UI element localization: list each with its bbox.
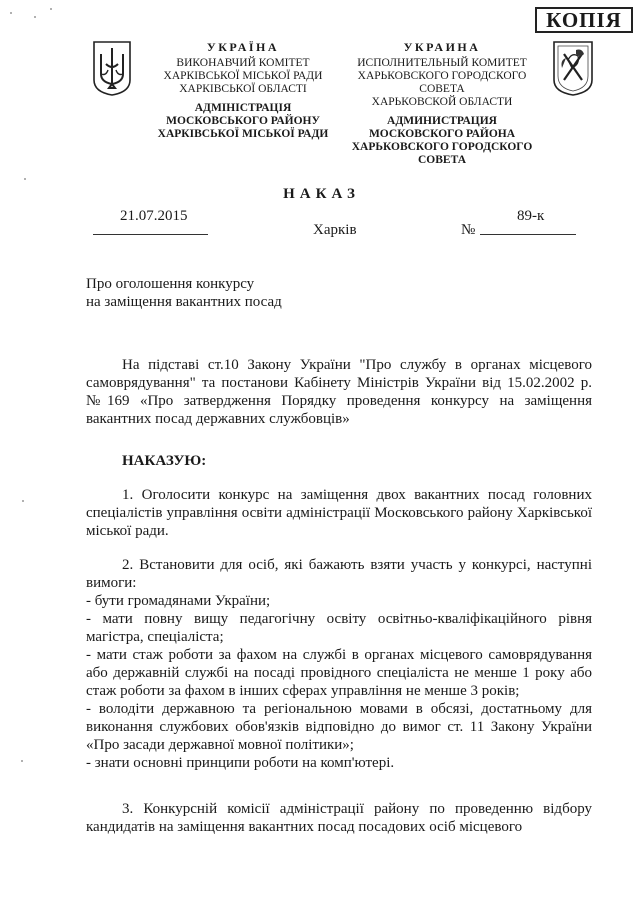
header-right-admin-line: МОСКОВСКОГО РАЙОНА: [368, 128, 516, 140]
list-item: - знати основні принципи роботи на комп'ютері.: [86, 755, 395, 771]
item-1: [86, 486, 592, 540]
header-left-admin-line: МОСКОВСЬКОГО РАЙОНУ: [166, 115, 320, 127]
order-word: НАКАЗУЮ:: [122, 453, 207, 469]
kharkiv-emblem-icon: [552, 40, 594, 96]
header-right-country: УКРАИНА: [403, 40, 481, 54]
header-right-admin-line: АДМИНИСТРАЦИЯ: [387, 115, 497, 127]
requirements-list: [86, 592, 592, 772]
header-right: [336, 41, 548, 167]
list-item: - володіти державною та регіональною мовами в обсязі, достатньому для виконання службових обов'язків відповідно до вимог ст. 11 Закону України «Про засади державної мовної політики»;: [86, 701, 592, 753]
number-sign: №: [461, 222, 476, 238]
document-number: 89-к: [517, 208, 545, 224]
header-left: [150, 41, 336, 141]
header-right-line: ХАРЬКОВСКОГО ГОРОДСКОГО СОВЕТА: [357, 70, 527, 95]
header-left-country: УКРАЇНА: [206, 40, 280, 54]
list-item: - бути громадянами України;: [86, 593, 271, 609]
document-title: НАКАЗ: [283, 186, 360, 202]
document-city: Харків: [313, 222, 357, 238]
subject-line: Про оголошення конкурсу: [86, 276, 255, 292]
header-right-admin-line: ХАРЬКОВСКОГО ГОРОДСКОГО СОВЕТА: [351, 141, 533, 166]
document-subject: [86, 275, 282, 311]
header-left-admin-line: ХАРКІВСЬКОЇ МІСЬКОЇ РАДИ: [157, 128, 329, 140]
list-item: - мати повну вищу педагогічну освіту освітньо-кваліфікаційного рівня магістра, спеціаліста;: [86, 611, 592, 645]
subject-line: на заміщення вакантних посад: [86, 294, 282, 310]
coat-of-arms-ukraine-icon: [92, 40, 132, 96]
item-2: [86, 556, 592, 772]
header-right-line: ХАРЬКОВСКОЙ ОБЛАСТИ: [371, 96, 513, 108]
item-3: [86, 800, 592, 836]
header-left-line: ХАРКІВСЬКОЇ ОБЛАСТІ: [179, 83, 307, 95]
list-item: - мати стаж роботи за фахом на службі в органах місцевого самоврядування або державній службі на посаді провідного спеціаліста не менше 1 року або стаж роботи за фахом в інших сферах управління не менше 3 років;: [86, 647, 592, 699]
document-date: 21.07.2015: [120, 208, 188, 224]
number-underline: [480, 234, 576, 235]
copy-stamp: КОПІЯ: [535, 7, 633, 33]
header-right-line: ИСПОЛНИТЕЛЬНЫЙ КОМИТЕТ: [357, 57, 527, 69]
date-underline: [93, 234, 208, 235]
intro-text: На підставі ст.10 Закону України "Про службу в органах місцевого самоврядування" та постанови Кабінету Міністрів України від 15.02.2002 р. №169 «Про затвердження Порядку проведення конкурсу на заміщення вакантних посад державних службовців»: [86, 357, 592, 427]
item-1-text: 1. Оголосити конкурс на заміщення двох вакантних посад головних спеціалістів управління освіти адміністрації Московського району Харківської міської ради.: [86, 487, 592, 539]
header-left-line: ХАРКІВСЬКОЇ МІСЬКОЇ РАДИ: [163, 70, 323, 82]
header-left-admin-line: АДМІНІСТРАЦІЯ: [194, 102, 292, 114]
intro-paragraph: [86, 356, 592, 428]
item-3-text: 3. Конкурсній комісії адміністрації району по проведенню відбору кандидатів на заміщення вакантних посад посадових осіб місцевого: [86, 801, 592, 835]
item-2-heading: 2. Встановити для осіб, які бажають взяти участь у конкурсі, наступні вимоги:: [86, 557, 592, 591]
header-left-line: ВИКОНАВЧИЙ КОМІТЕТ: [176, 57, 310, 69]
